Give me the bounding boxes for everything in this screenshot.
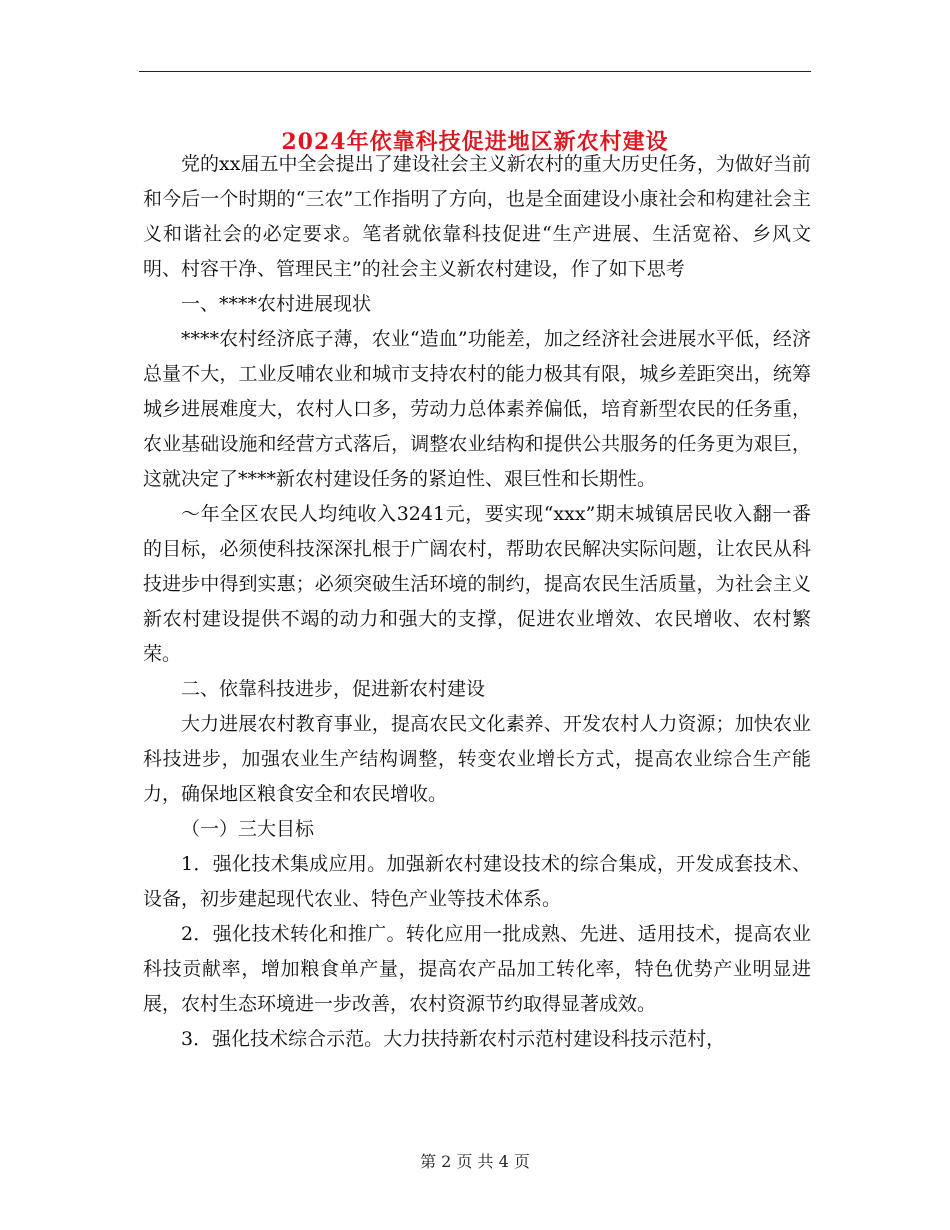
list-item: 1．强化技术集成应用。加强新农村建设技术的综合集成，开发成套技术、设备，初步建起现代农业、特色产业等技术体系。 xyxy=(143,853,811,910)
document-body xyxy=(143,147,811,1057)
section-heading-2: 二、依靠科技进步，促进新农村建设 xyxy=(181,678,486,700)
list-item: 3．强化技术综合示范。大力扶持新农村示范村建设科技示范村， xyxy=(181,1028,726,1050)
section-heading-1: 一、****农村进展现状 xyxy=(181,293,372,315)
list-item: 2．强化技术转化和推广。转化应用一批成熟、先进、适用技术，提高农业科技贡献率，增加粮食单产量，提高农产品加工转化率，特色优势产业明显进展，农村生态环境进一步改善，农村资源节约取得显著成效。 xyxy=(143,923,811,1015)
document-title: 2024年依靠科技促进地区新农村建设 xyxy=(281,128,669,155)
body-paragraph: ～年全区农民人均纯收入3241元，要实现“xxx”期末城镇居民收入翻一番的目标，必须使科技深深扎根于广阔农村，帮助农民解决实际问题，让农民从科技进步中得到实惠；必须突破生活环境的制约，提高农民生活质量，为社会主义新农村建设提供不竭的动力和强大的支撑，促进农业增效、农民增收、农村繁荣。 xyxy=(143,503,811,665)
body-paragraph: 大力进展农村教育事业，提高农民文化素养、开发农村人力资源；加快农业科技进步，加强农业生产结构调整，转变农业增长方式，提高农业综合生产能力，确保地区粮食安全和农民增收。 xyxy=(143,713,811,805)
intro-paragraph: 党的xx届五中全会提出了建设社会主义新农村的重大历史任务，为做好当前和今后一个时期的“三农”工作指明了方向，也是全面建设小康社会和构建社会主义和谐社会的必定要求。笔者就依靠科技促进“生产进展、生活宽裕、乡风文明、村容干净、管理民主”的社会主义新农村建设，作了如下思考 xyxy=(143,153,811,280)
subsection-heading: （一）三大目标 xyxy=(181,818,315,840)
header-rule xyxy=(139,71,811,72)
page-number: 第 2 页 共 4 页 xyxy=(420,1152,530,1171)
body-paragraph: ****农村经济底子薄，农业“造血”功能差，加之经济社会进展水平低，经济总量不大，工业反哺农业和城市支持农村的能力极其有限，城乡差距突出，统筹城乡进展难度大，农村人口多，劳动力总体素养偏低，培育新型农民的任务重，农业基础设施和经营方式落后，调整农业结构和提供公共服务的任务更为艰巨，这就决定了****新农村建设任务的紧迫性、艰巨性和长期性。 xyxy=(143,328,811,490)
